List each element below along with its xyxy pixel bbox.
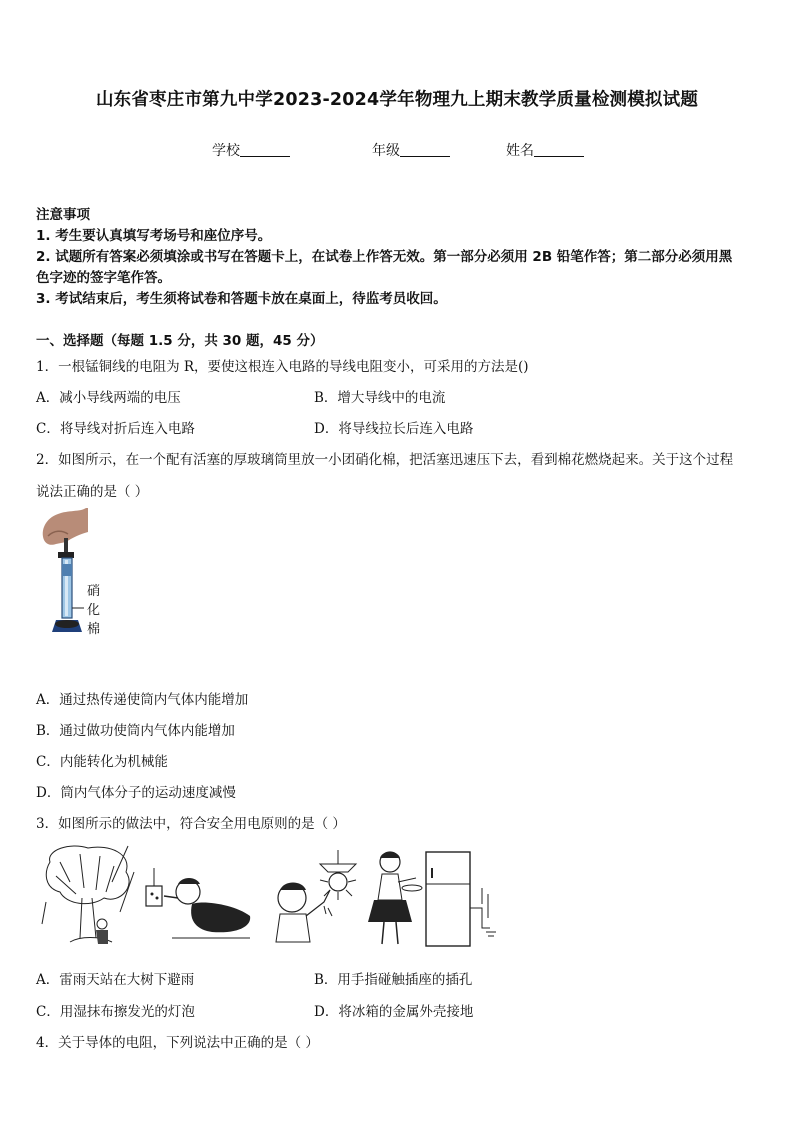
q3-option-a[interactable]: A．雷雨天站在大树下避雨 [36,972,195,988]
q1-option-a[interactable]: A．减小导线两端的电压 [36,390,181,406]
q2-option-a[interactable]: A．通过热传递使筒内气体内能增加 [36,692,249,708]
grade-field [372,140,450,160]
school-blank[interactable] [240,142,290,157]
name-label: 姓名 [506,143,534,159]
q3-option-c[interactable]: C．用湿抹布擦发光的灯泡 [36,1004,195,1020]
note-item: 1. 考生要认真填写考场号和座位序号。 [36,228,272,244]
q2-option-d[interactable]: D．筒内气体分子的运动速度减慢 [36,785,236,801]
name-blank[interactable] [534,142,584,157]
q3-option-d[interactable]: D．将冰箱的金属外壳接地 [314,1004,474,1020]
wet-cloth-bulb-figure [258,850,358,950]
q2-stem: 2．如图所示，在一个配有活塞的厚玻璃筒里放一小团硝化棉，把活塞迅速压下去，看到棉花燃烧起来。关于这个过程 [36,452,734,468]
q4-stem: 4．关于导体的电阻，下列说法中正确的是（ ） [36,1035,319,1051]
notes-heading: 注意事项 [36,207,90,223]
q1-option-c[interactable]: C．将导线对折后连入电路 [36,421,195,437]
school-label: 学校 [212,143,240,159]
q3-option-b[interactable]: B．用手指碰触插座的插孔 [314,972,473,988]
name-field [506,140,584,160]
note-item: 3. 考试结束后，考生须将试卷和答题卡放在桌面上，待监考员收回。 [36,291,447,307]
q1-option-d[interactable]: D．将导线拉长后连入电路 [314,421,474,437]
grounded-fridge-figure [366,848,502,950]
finger-in-socket-figure [142,868,254,944]
piston-tube-figure [38,508,88,640]
q3-stem: 3．如图所示的做法中，符合安全用电原则的是（ ） [36,816,346,832]
grade-blank[interactable] [400,142,450,157]
q2-option-c[interactable]: C．内能转化为机械能 [36,754,168,770]
q1-option-b[interactable]: B．增大导线中的电流 [314,390,446,406]
grade-label: 年级 [372,143,400,159]
school-field [212,140,290,160]
nitrocellulose-label: 硝 化 棉 [87,584,101,637]
note-item: 色字迹的签字笔作答。 [36,270,171,286]
q2-option-b[interactable]: B．通过做功使筒内气体内能增加 [36,723,235,739]
q1-stem: 1．一根锰铜线的电阻为 R，要使这根连入电路的导线电阻变小，可采用的方法是() [36,359,529,375]
section-heading: 一、选择题（每题 1.5 分，共 30 题，45 分） [36,333,324,349]
q2-stem-cont: 说法正确的是（ ） [36,484,149,500]
page-title: 山东省枣庄市第九中学2023-2024学年物理九上期末教学质量检测模拟试题 [95,90,699,110]
note-item: 2. 试题所有答案必须填涂或书写在答题卡上，在试卷上作答无效。第一部分必须用 2B 铅笔作答；第二部分必须用黑 [36,249,733,265]
tree-in-rain-figure [40,842,136,952]
